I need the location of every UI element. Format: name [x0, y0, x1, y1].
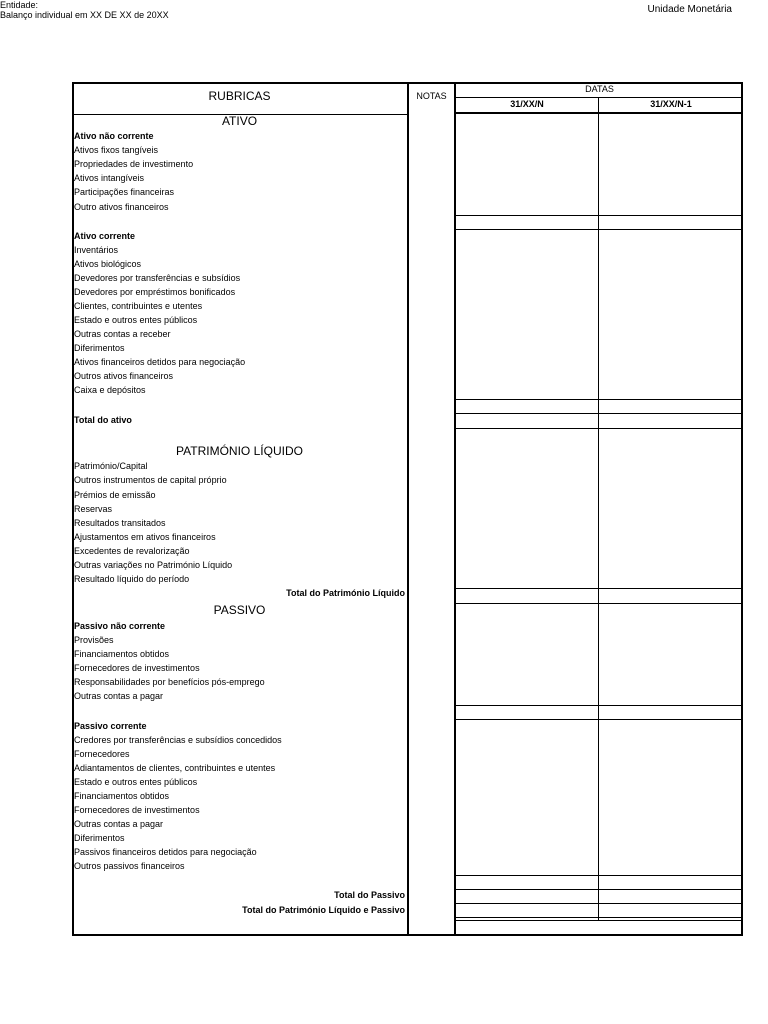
line-item: Financiamentos obtidos	[74, 791, 170, 801]
divider-dates	[598, 97, 599, 920]
line-item: Ativos intangíveis	[74, 173, 145, 183]
line-item: Ajustamentos em ativos financeiros	[74, 532, 216, 542]
document-header	[0, 0, 169, 20]
rule-7	[454, 603, 743, 604]
line-item: Excedentes de revalorização	[74, 546, 190, 556]
col-period-n: 31/XX/N	[510, 99, 544, 109]
group-title-ativo-corrente: Ativo corrente	[74, 231, 136, 241]
rule-6	[454, 588, 743, 589]
group-title-passivo-nao-corrente: Passivo não corrente	[74, 621, 166, 631]
line-item: Estado e outros entes públicos	[74, 777, 198, 787]
section-passivo: PASSIVO	[213, 603, 266, 617]
rule-9	[454, 719, 743, 720]
line-item: Fornecedores de investimentos	[74, 663, 200, 673]
col-rubricas: RUBRICAS	[208, 89, 271, 103]
line-item: Outros ativos financeiros	[74, 371, 174, 381]
divider-notas-left	[407, 82, 409, 936]
line-item: Prémios de emissão	[74, 490, 156, 500]
line-item: Clientes, contribuintes e utentes	[74, 301, 203, 311]
rule-12	[454, 903, 743, 904]
line-item: Fornecedores	[74, 749, 130, 759]
rule-13	[454, 917, 743, 918]
line-item: Devedores por empréstimos bonificados	[74, 287, 236, 297]
rule-11	[454, 889, 743, 890]
total-pl-passivo: Total do Património Líquido e Passivo	[242, 905, 405, 915]
line-item: Outras contas a pagar	[74, 691, 164, 701]
divider-notas-right	[454, 82, 456, 936]
col-datas: DATAS	[585, 84, 614, 94]
dates-header-rule	[454, 112, 743, 114]
rule-4	[454, 413, 743, 414]
line-item: Responsabilidades por benefícios pós-emprego	[74, 677, 265, 687]
line-item: Outros instrumentos de capital próprio	[74, 475, 227, 485]
line-item: Outros passivos financeiros	[74, 861, 185, 871]
section-ativo: ATIVO	[221, 114, 258, 128]
line-item: Resultado líquido do período	[74, 574, 190, 584]
line-item: Ativos financeiros detidos para negociação	[74, 357, 246, 367]
total-ativo: Total do ativo	[74, 415, 132, 425]
line-item: Propriedades de investimento	[74, 159, 194, 169]
line-item: Outras contas a pagar	[74, 819, 164, 829]
col-notas: NOTAS	[416, 91, 447, 101]
line-item: Credores por transferências e subsídios concedidos	[74, 735, 282, 745]
rule-2	[454, 229, 743, 230]
line-item: Ativos fixos tangíveis	[74, 145, 159, 155]
rule-1	[454, 215, 743, 216]
line-item: Outras variações no Património Líquido	[74, 560, 233, 570]
group-title-ativo-nao-corrente: Ativo não corrente	[74, 131, 154, 141]
total-patrimonio: Total do Património Líquido	[286, 588, 405, 598]
line-item: Outras contas a receber	[74, 329, 171, 339]
currency-unit: Unidade Monetária	[647, 4, 732, 15]
col-period-n1: 31/XX/N-1	[650, 99, 692, 109]
section-patrimonio: PATRIMÓNIO LÍQUIDO	[176, 444, 303, 458]
line-item: Caixa e depósitos	[74, 385, 146, 395]
line-item: Estado e outros entes públicos	[74, 315, 198, 325]
rule-10	[454, 875, 743, 876]
line-item: Provisões	[74, 635, 114, 645]
line-item: Financiamentos obtidos	[74, 649, 170, 659]
line-item: Participações financeiras	[74, 187, 175, 197]
line-item: Reservas	[74, 504, 113, 514]
rule-8	[454, 705, 743, 706]
datas-header-rule	[454, 97, 743, 98]
group-title-passivo-corrente: Passivo corrente	[74, 721, 147, 731]
line-item: Diferimentos	[74, 833, 125, 843]
line-item: Outro ativos financeiros	[74, 202, 169, 212]
line-item: Resultados transitados	[74, 518, 166, 528]
line-item: Património/Capital	[74, 461, 148, 471]
line-item: Inventários	[74, 245, 119, 255]
rule-5	[454, 428, 743, 429]
rule-14	[454, 920, 743, 921]
entity-label: Entidade:	[0, 0, 39, 10]
line-item: Adiantamentos de clientes, contribuintes e utentes	[74, 763, 276, 773]
line-item: Devedores por transferências e subsídios	[74, 273, 241, 283]
document-subtitle: Balanço individual em XX DE XX de 20XX	[0, 10, 169, 20]
total-passivo: Total do Passivo	[334, 890, 405, 900]
line-item: Ativos biológicos	[74, 259, 142, 269]
line-item: Passivos financeiros detidos para negociação	[74, 847, 257, 857]
line-item: Fornecedores de investimentos	[74, 805, 200, 815]
line-item: Diferimentos	[74, 343, 125, 353]
rule-3	[454, 399, 743, 400]
